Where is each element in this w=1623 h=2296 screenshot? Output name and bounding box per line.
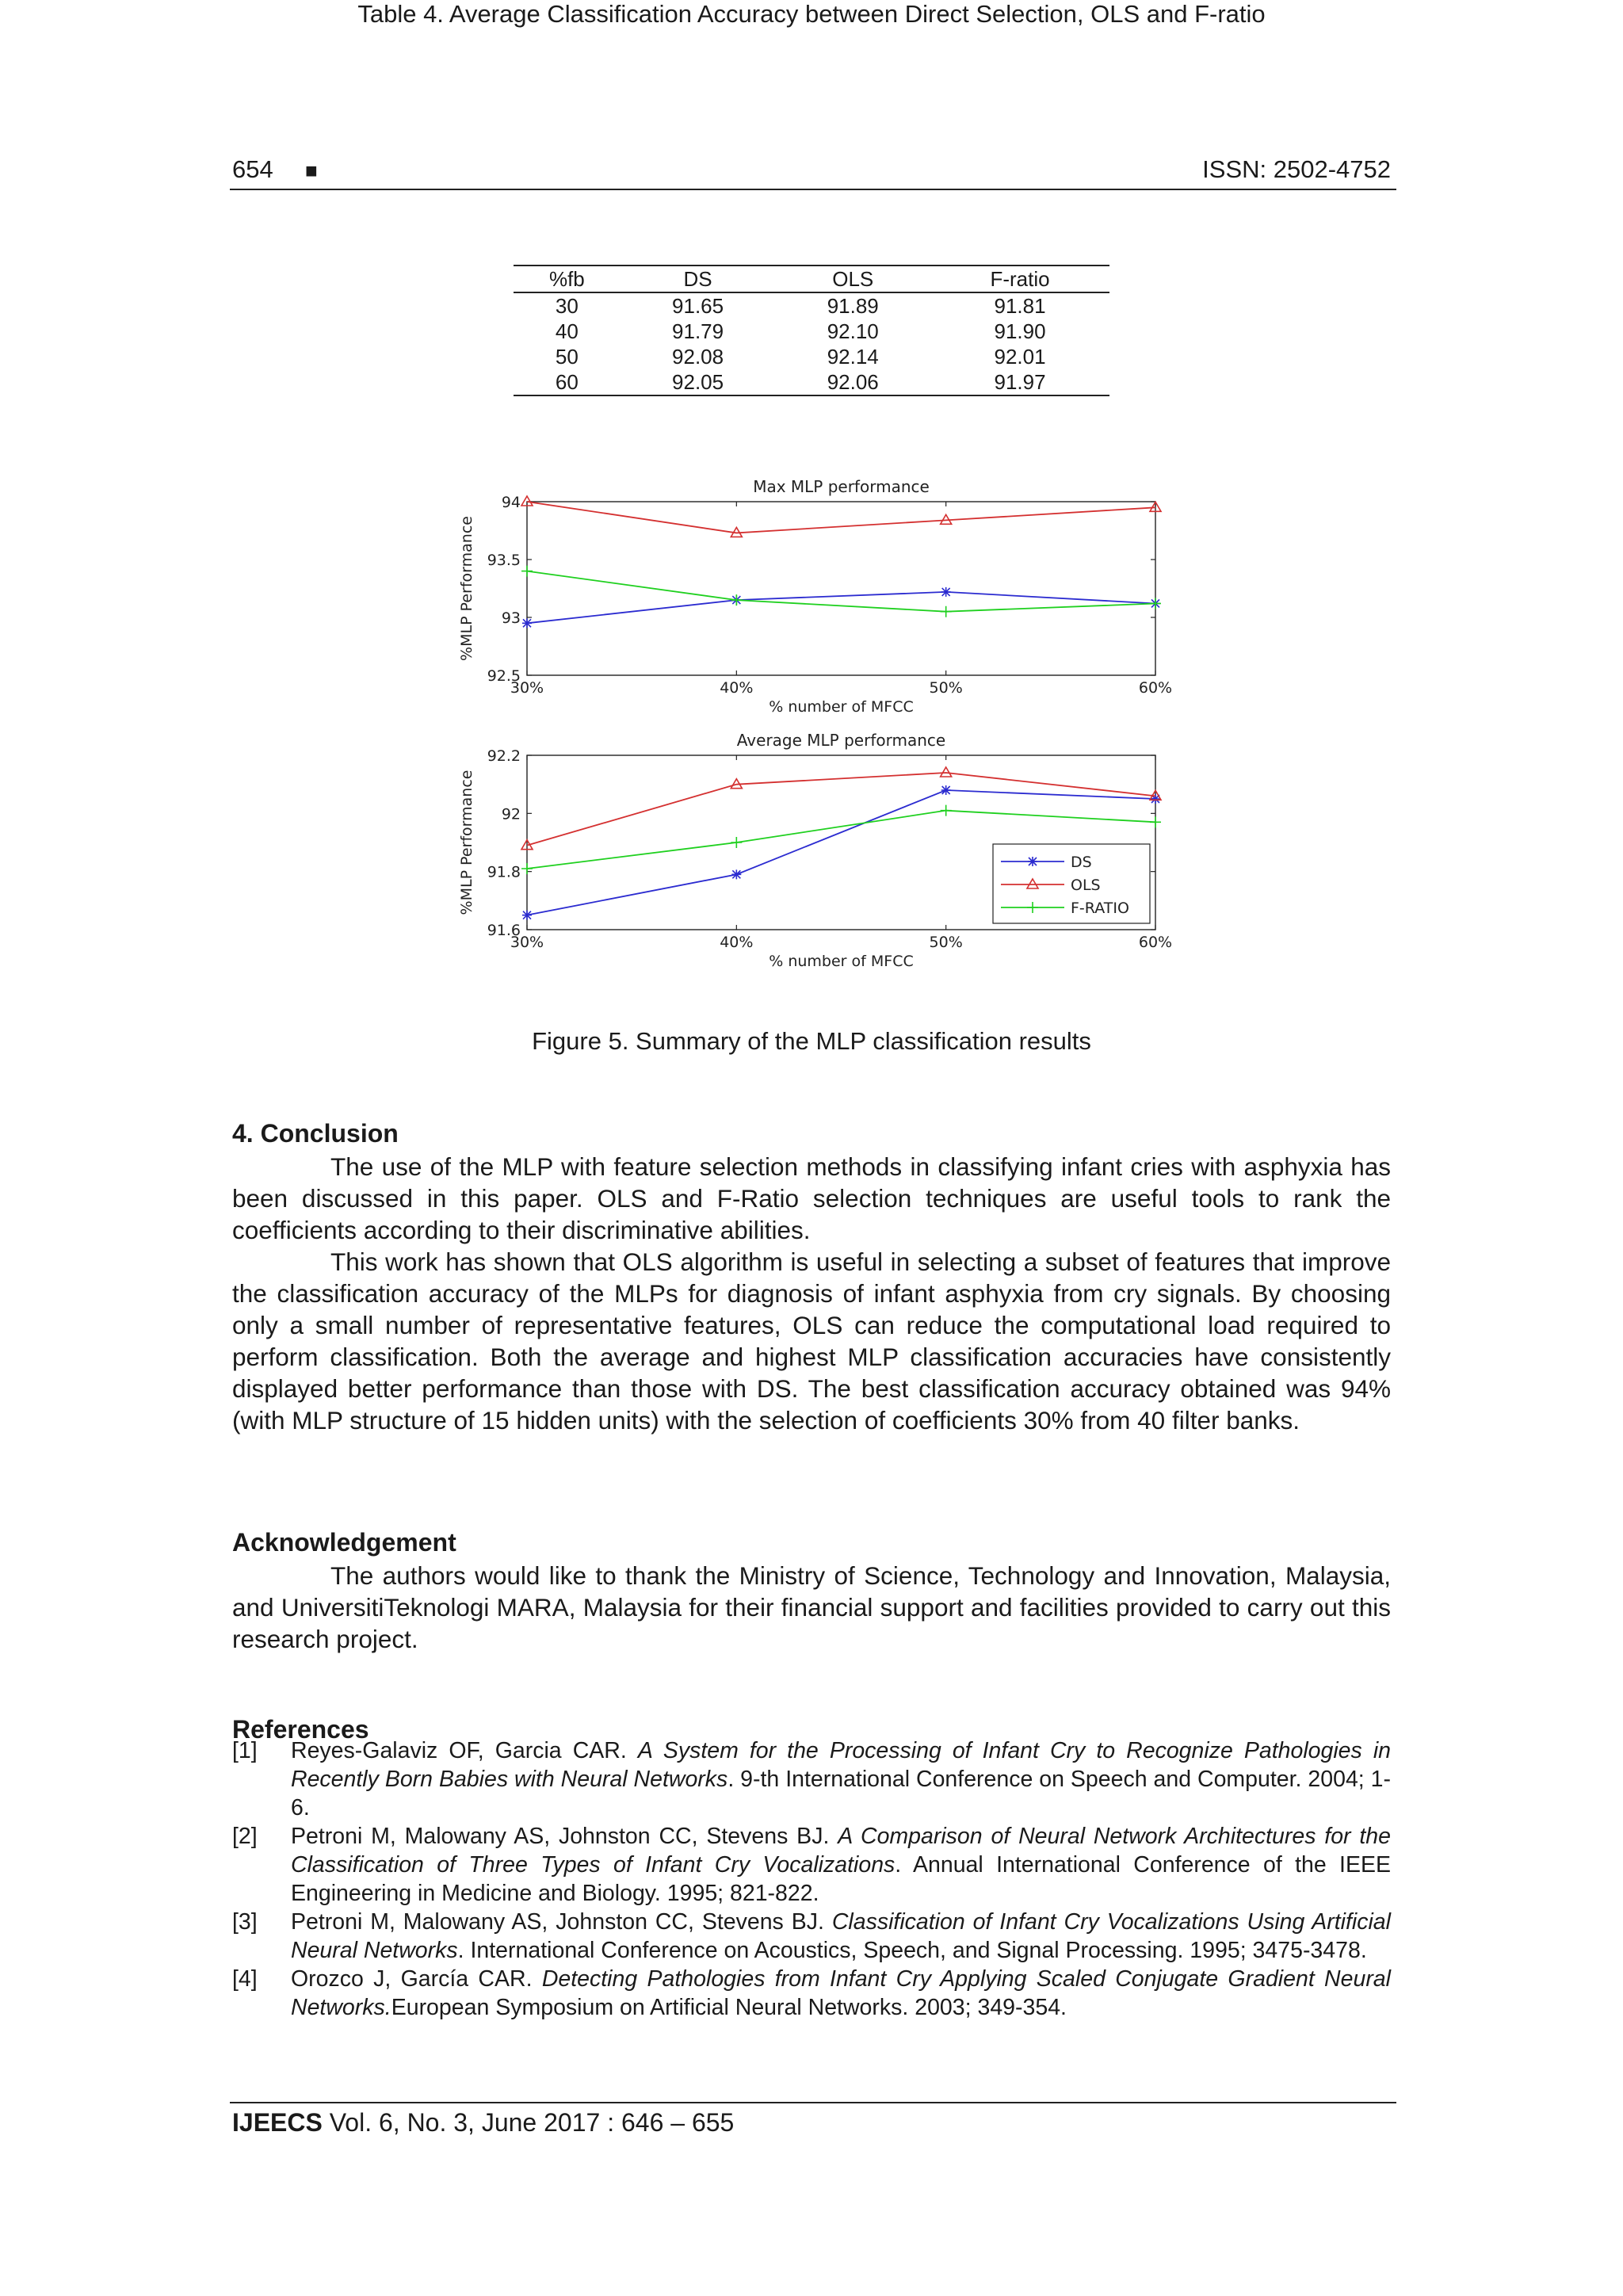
reference-title: A System for the Processing of Infant Cry to Recognize Pathologies in Recently Born Babies with Neural Networks xyxy=(291,1738,1391,1792)
table-4 xyxy=(514,265,1109,396)
avg-chart-title: Average MLP performance xyxy=(736,731,946,750)
page-number: 654 xyxy=(232,155,273,183)
legend-marker-ds xyxy=(1028,857,1037,866)
section-title-references: References xyxy=(232,1715,369,1744)
avg-y-tick-label: 92.2 xyxy=(487,747,521,765)
avg-data-point-ds xyxy=(522,911,532,920)
table-cell: 91.81 xyxy=(994,294,1046,318)
table-cell: 92.06 xyxy=(827,370,879,394)
journal-name: IJEECS xyxy=(232,2108,323,2137)
journal-footer xyxy=(232,2108,734,2137)
max-y-tick-label: 93.5 xyxy=(487,552,521,569)
reference-source: . Annual International Conference of the IEEE Engineering in Medicine and Biology. 1995; 821-822. xyxy=(291,1852,1391,1906)
table-cell: 92.01 xyxy=(994,345,1046,369)
avg-y-tick-label: 91.8 xyxy=(487,863,521,881)
table-cell: 91.90 xyxy=(994,319,1046,343)
reference-number: [4] xyxy=(232,1966,258,1992)
avg-x-tick-label: 30% xyxy=(510,934,544,951)
figure-5-charts xyxy=(444,464,1189,987)
table-cell: 91.89 xyxy=(827,294,879,318)
max-chart-title: Max MLP performance xyxy=(753,477,930,496)
table-cell: 30 xyxy=(555,294,579,318)
reference-item xyxy=(232,1822,1391,1908)
legend-label-ols: OLS xyxy=(1071,877,1101,894)
legend-label-f-ratio: F-RATIO xyxy=(1071,900,1129,917)
col-header: F-ratio xyxy=(990,267,1050,291)
max-data-point-ds xyxy=(522,618,532,628)
max-y-tick-label: 94 xyxy=(501,494,521,511)
acknowledgement-paragraph xyxy=(232,1560,1391,1655)
reference-title: Classification of Infant Cry Vocalizations Using Artificial Neural Networks xyxy=(291,1909,1391,1963)
max-x-tick-label: 40% xyxy=(720,679,754,697)
legend-label-ds: DS xyxy=(1071,854,1092,871)
reference-source: . International Conference on Acoustics, Speech, and Signal Processing. 1995; 3475-3478. xyxy=(457,1938,1367,1963)
max-y-axis-label: %MLP Performance xyxy=(458,516,475,661)
avg-x-tick-label: 50% xyxy=(929,934,963,951)
reference-title: A Comparison of Neural Network Architectures for the Classification of Three Types of Infant Cry Vocalizations xyxy=(291,1824,1392,1878)
reference-item xyxy=(232,1965,1391,2022)
col-header: DS xyxy=(683,267,712,291)
max-y-tick-label: 92.5 xyxy=(487,667,521,685)
table-cell: 50 xyxy=(555,345,579,369)
max-x-tick-label: 50% xyxy=(929,679,963,697)
star-marker-shape xyxy=(1028,857,1037,866)
reference-item xyxy=(232,1736,1391,1822)
conclusion-paragraph-2 xyxy=(232,1246,1391,1436)
table-cell: 40 xyxy=(555,319,579,343)
table-cell: 92.10 xyxy=(827,319,879,343)
reference-authors: Petroni M, Malowany AS, Johnston CC, Stevens BJ. xyxy=(291,1909,832,1935)
avg-x-tick-label: 60% xyxy=(1138,934,1173,951)
journal-issue: Vol. 6, No. 3, June 2017 : 646 – 655 xyxy=(322,2108,735,2137)
max-x-tick-label: 60% xyxy=(1138,679,1173,697)
reference-authors: Petroni M, Malowany AS, Johnston CC, Stevens BJ. xyxy=(291,1824,838,1849)
acknowledgement-text: The authors would like to thank the Ministry of Science, Technology and Innovation, Malaysia, and UniversitiTeknologi MARA, Malaysia for their financial support and facilities provided to carry out this research project. xyxy=(232,1561,1391,1653)
table-cell: 92.08 xyxy=(672,345,724,369)
max-plot-area xyxy=(527,502,1155,675)
avg-data-point-ds xyxy=(941,785,951,795)
conclusion-p2-text: This work has shown that OLS algorithm is useful in selecting a subset of features that improve the classification accuracy of the MLPs for diagnosis of infant asphyxia from cry signals. By choosing only a small number of representative features, OLS can reduce the computational load required to perform classification. Both the average and highest MLP classification accuracies have consistently displayed better performance than those with DS. The best classification accuracy obtained was 94% (with MLP structure of 15 hidden units) with the selection of coefficients 30% from 40 filter banks. xyxy=(232,1247,1391,1435)
reference-item xyxy=(232,1908,1391,1965)
reference-number: [3] xyxy=(232,1909,258,1935)
avg-x-axis-label: % number of MFCC xyxy=(769,953,914,970)
reference-source: European Symposium on Artificial Neural Networks. 2003; 349-354. xyxy=(391,1995,1067,2020)
max-y-tick-label: 93 xyxy=(501,609,521,627)
reference-title: Detecting Pathologies from Infant Cry Applying Scaled Conjugate Gradient Neural Networks. xyxy=(291,1966,1391,2020)
col-header: %fb xyxy=(548,267,585,291)
table-cell: 91.97 xyxy=(994,370,1046,394)
reference-number: [1] xyxy=(232,1738,258,1763)
reference-authors: Orozco J, García CAR. xyxy=(291,1966,542,1992)
table-row xyxy=(514,344,1109,369)
conclusion-paragraph-1 xyxy=(232,1151,1391,1246)
section-title-acknowledgement: Acknowledgement xyxy=(232,1528,456,1557)
star-marker-shape xyxy=(941,785,951,795)
table-caption: Table 4. Average Classification Accuracy between Direct Selection, OLS and F-ratio xyxy=(357,0,1266,28)
table-row xyxy=(514,369,1109,395)
avg-y-tick-label: 91.6 xyxy=(487,922,521,939)
reference-source: . 9-th International Conference on Speech and Computer. 2004; 1-6. xyxy=(291,1767,1391,1820)
table-cell: 92.14 xyxy=(827,345,879,369)
max-data-point-ds xyxy=(941,587,951,597)
avg-x-tick-label: 40% xyxy=(720,934,754,951)
figure-caption: Figure 5. Summary of the MLP classification results xyxy=(532,1027,1091,1055)
reference-list xyxy=(232,1736,1391,2022)
reference-number: [2] xyxy=(232,1824,258,1849)
star-marker-shape xyxy=(522,618,532,628)
avg-data-point-ds xyxy=(731,869,741,879)
reference-authors: Reyes-Galaviz OF, Garcia CAR. xyxy=(291,1738,638,1763)
header-bullet: ■ xyxy=(305,159,318,182)
col-header: OLS xyxy=(832,267,874,291)
table-cell: 92.05 xyxy=(672,370,724,394)
avg-y-tick-label: 92 xyxy=(501,805,521,823)
header-rule xyxy=(230,189,1396,190)
max-x-axis-label: % number of MFCC xyxy=(769,698,914,716)
max-x-tick-label: 30% xyxy=(510,679,544,697)
issn: ISSN: 2502-4752 xyxy=(1202,155,1391,183)
table-header-row xyxy=(514,266,1109,292)
table-row xyxy=(514,319,1109,344)
footer-rule xyxy=(230,2102,1396,2103)
avg-y-axis-label: %MLP Performance xyxy=(458,770,475,915)
star-marker-shape xyxy=(941,587,951,597)
section-title-conclusion: 4. Conclusion xyxy=(232,1119,399,1148)
conclusion-p1-text: The use of the MLP with feature selection methods in classifying infant cries with asphyxia has been discussed in this paper. OLS and F-Ratio selection techniques are useful tools to rank the coefficients according to their discriminative abilities. xyxy=(232,1152,1391,1244)
table-row xyxy=(514,292,1109,319)
table-cell: 60 xyxy=(555,370,579,394)
table-cell: 91.79 xyxy=(672,319,724,343)
table-cell: 91.65 xyxy=(672,294,724,318)
star-marker-shape xyxy=(731,869,741,879)
star-marker-shape xyxy=(522,911,532,920)
